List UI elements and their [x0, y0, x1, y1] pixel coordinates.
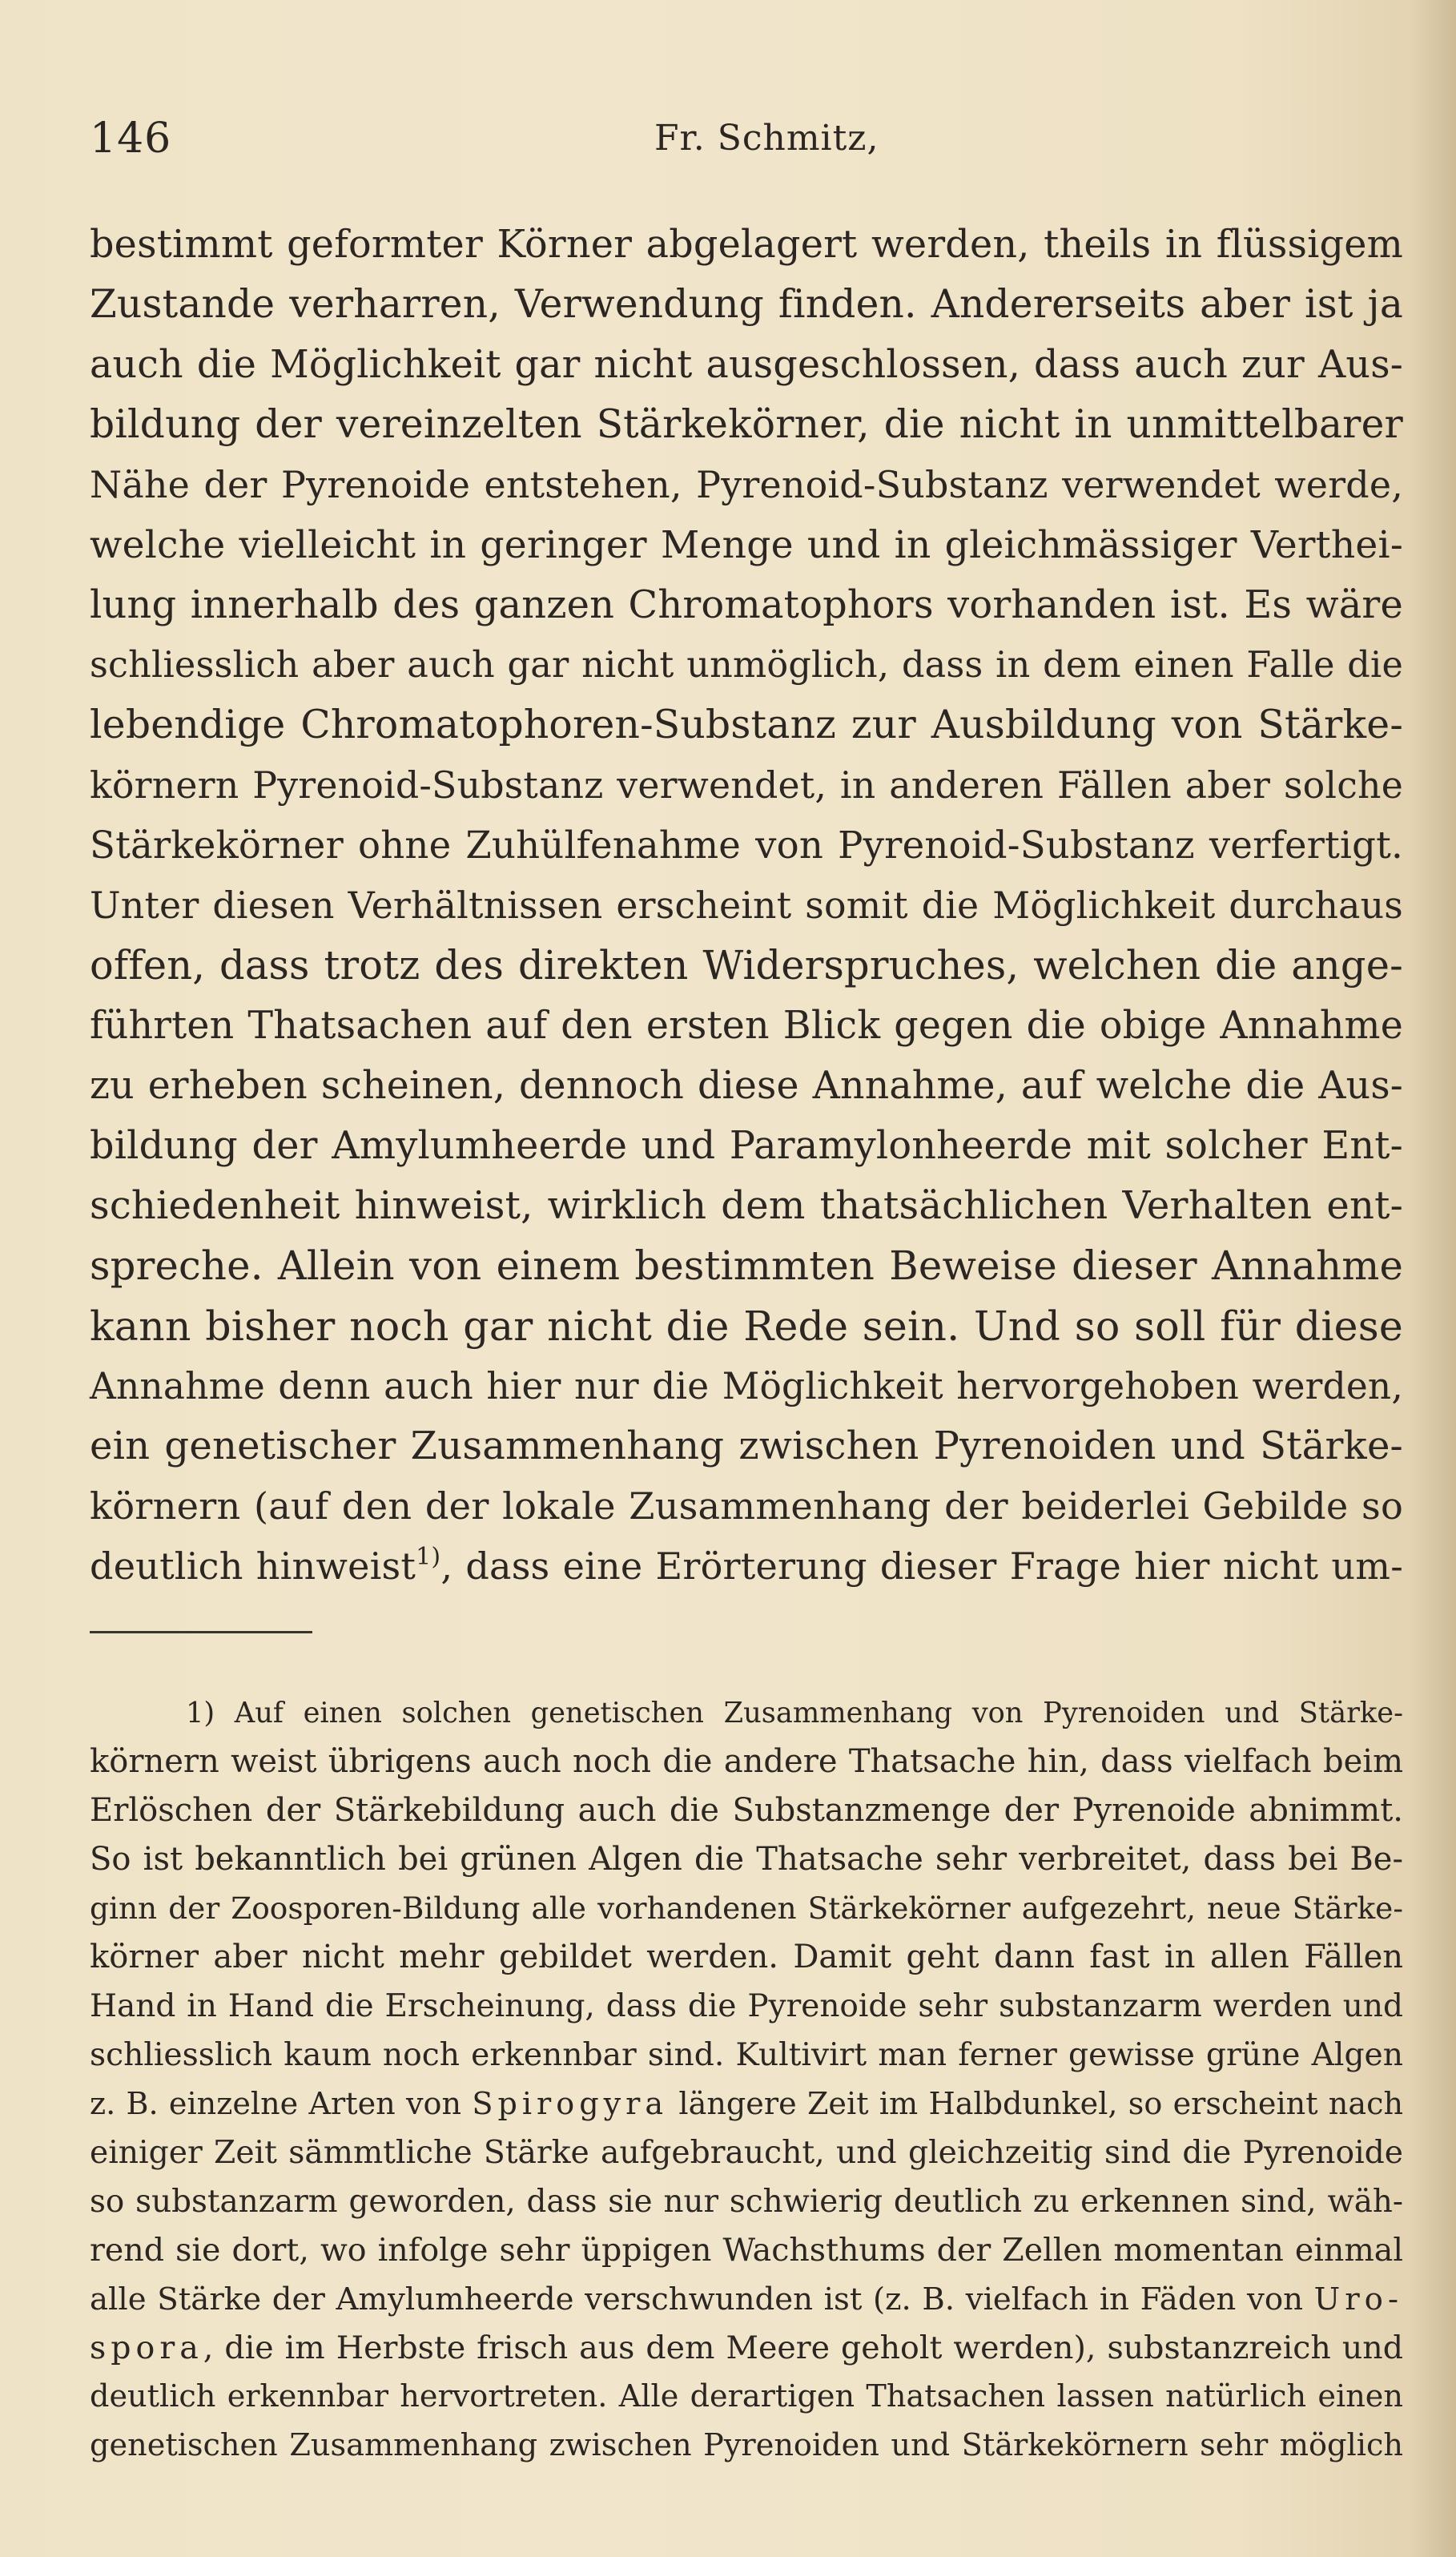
footnote-line: einiger Zeit sämmtliche Stärke aufgebraucht, und gleichzeitig sind die Pyrenoide [90, 2135, 1403, 2171]
text-fragment: , dass eine Erörterung dieser Frage hier nicht um- [440, 1544, 1403, 1588]
text-line: Stärkekörner ohne Zuhülfenahme von Pyrenoid-Substanz verfertigt. [90, 823, 1403, 867]
footnote-line: genetischen Zusammenhang zwischen Pyrenoiden und Stärkekörnern sehr möglich [90, 2428, 1403, 2463]
footnote-line: rend sie dort, wo infolge sehr üppigen Wachsthums der Zellen momentan einmal [90, 2232, 1403, 2269]
text-line-last [90, 1536, 1403, 1597]
footnote-line: 1) Auf einen solchen genetischen Zusammenhang von Pyrenoiden und Stärke- [186, 1697, 1403, 1729]
text-line: führten Thatsachen auf den ersten Blick gegen die obige Annahme [90, 1004, 1403, 1048]
text-line: körnern (auf den der lokale Zusammenhang der beiderlei Gebilde so [90, 1484, 1403, 1528]
running-head: Fr. Schmitz, [654, 118, 879, 159]
text-fragment: z. B. einzelne Arten von [90, 2086, 473, 2121]
text-line: bildung der Amylumheerde und Paramylonheerde mit solcher Ent- [90, 1124, 1403, 1168]
footnote-line [90, 2080, 1403, 2128]
text-line: kann bisher noch gar nicht die Rede sein. Und so soll für diese [90, 1303, 1403, 1350]
footnote [90, 1689, 1403, 2470]
footnote-line [90, 2324, 1403, 2373]
page-header [90, 111, 1363, 167]
text-line: bildung der vereinzelten Stärkekörner, die nicht in unmittelbarer [90, 402, 1403, 447]
text-line: spreche. Allein von einem bestimmten Beweise dieser Annahme [90, 1242, 1403, 1289]
text-line: ein genetischer Zusammenhang zwischen Pyrenoiden und Stärke- [90, 1423, 1403, 1468]
footnote-separator [90, 1631, 312, 1633]
text-line: körnern Pyrenoid-Substanz verwendet, in anderen Fällen aber solche [90, 764, 1403, 807]
text-line: zu erheben scheinen, dennoch diese Annahme, auf welche die Aus- [90, 1064, 1403, 1108]
text-fragment: , die im Herbste frisch aus dem Meere geholt werden), substanzreich und [203, 2329, 1403, 2366]
text-line: lung innerhalb des ganzen Chromatophors vorhanden ist. Es wäre [90, 583, 1403, 627]
footnote-line: Hand in Hand die Erscheinung, dass die Pyrenoide sehr substanzarm werden und [90, 1988, 1403, 2024]
footnote-line: ginn der Zoosporen-Bildung alle vorhandenen Stärkekörner aufgezehrt, neue Stärke- [90, 1891, 1403, 1926]
text-line: bestimmt geformter Körner abgelagert werden, theils in flüssigem [90, 223, 1403, 267]
footnote-line: deutlich erkennbar hervortreten. Alle derartigen Thatsachen lassen natürlich einen [90, 2379, 1403, 2414]
main-text [90, 215, 1403, 1597]
spaced-genus-name: spora [90, 2329, 203, 2366]
text-line: lebendige Chromatophoren-Substanz zur Ausbildung von Stärke- [90, 703, 1403, 747]
text-fragment: längere Zeit im Halbdunkel, so erscheint nach [668, 2086, 1403, 2121]
footnote-reference: 1) [416, 1543, 441, 1571]
footnote-line: so substanzarm geworden, dass sie nur schwierig deutlich zu erkennen sind, wäh- [90, 2184, 1403, 2220]
text-line: auch die Möglichkeit gar nicht ausgeschlossen, dass auch zur Aus- [90, 343, 1403, 387]
text-line: Zustande verharren, Verwendung finden. Andererseits aber ist ja [90, 282, 1403, 327]
text-line: Annahme denn auch hier nur die Möglichkeit hervorgehoben werden, [90, 1365, 1403, 1407]
text-line: schliesslich aber auch gar nicht unmöglich, dass in dem einen Falle die [90, 645, 1403, 686]
footnote-line: schliesslich kaum noch erkennbar sind. Kultivirt man ferner gewisse grüne Algen [90, 2037, 1403, 2073]
spaced-genus-name: Uro- [1313, 2281, 1403, 2317]
text-line: Nähe der Pyrenoide entstehen, Pyrenoid-Substanz verwendet werde, [90, 463, 1403, 506]
footnote-line: körnern weist übrigens auch noch die andere Thatsache hin, dass vielfach beim [90, 1743, 1403, 1780]
footnote-line: Erlöschen der Stärkebildung auch die Substanzmenge der Pyrenoide abnimmt. [90, 1792, 1403, 1829]
text-line: schiedenheit hinweist, wirklich dem thatsächlichen Verhalten ent- [90, 1183, 1403, 1228]
footnote-line [90, 2275, 1403, 2324]
text-line: Unter diesen Verhältnissen erscheint somit die Möglichkeit durchaus [90, 884, 1403, 927]
footnote-line: körner aber nicht mehr gebildet werden. Damit geht dann fast in allen Fällen [90, 1939, 1403, 1975]
text-line: welche vielleicht in geringer Menge und in gleichmässiger Verthei- [90, 523, 1403, 567]
footnote-line: So ist bekanntlich bei grünen Algen die Thatsache sehr verbreitet, dass bei Be- [90, 1841, 1403, 1878]
text-fragment: deutlich hinweist [90, 1544, 416, 1588]
page-number: 146 [90, 115, 172, 163]
text-fragment: alle Stärke der Amylumheerde verschwunden ist (z. B. vielfach in Fäden von [90, 2281, 1314, 2317]
text-line: offen, dass trotz des direkten Widerspruches, welchen die ange- [90, 942, 1403, 989]
spaced-genus-name: Spirogyra [472, 2086, 669, 2121]
